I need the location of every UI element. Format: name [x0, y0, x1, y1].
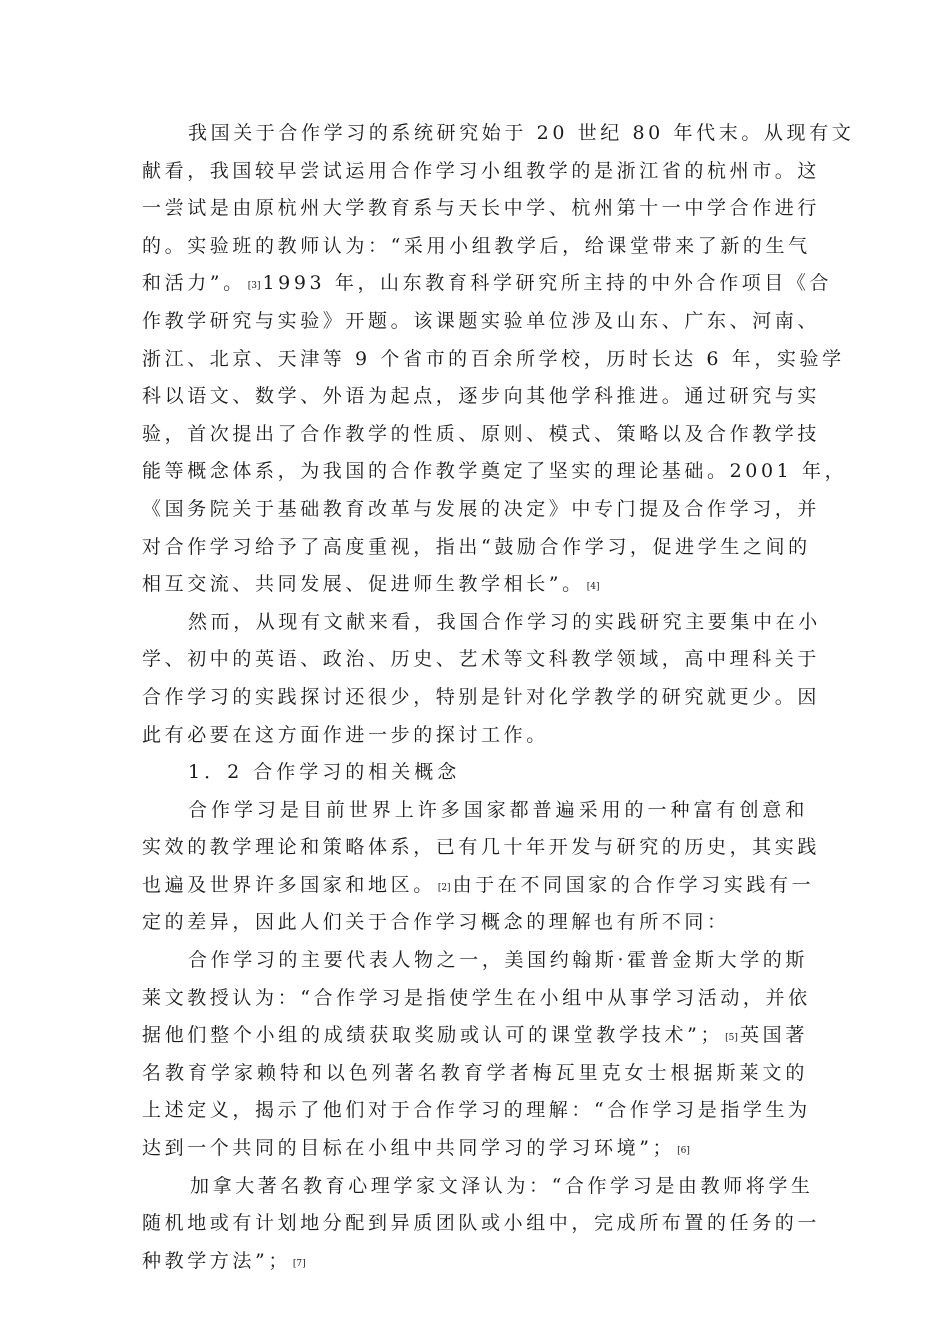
line-text: 的。实验班的教师认为：“采用小组教学后，给课堂带来了新的生气: [142, 234, 811, 257]
line-text: 名教育学家赖特和以色列著名教育学者梅瓦里克女士根据斯莱文的: [142, 1061, 808, 1084]
line-text: 和活力”。: [142, 272, 246, 295]
text-line: [142, 754, 808, 792]
text-line: [142, 416, 821, 454]
line-text: 达到一个共同的目标在小组中共同学习的学习环境”；: [142, 1137, 676, 1160]
text-line: [142, 1017, 808, 1055]
line-text-continued: 由于在不同国家的合作学习实践有一: [452, 873, 815, 896]
line-text: 《国务院关于基础教育改革与发展的决定》中专门提及合作学习，并: [142, 497, 821, 520]
paragraph: [142, 115, 855, 604]
text-line: [142, 641, 821, 679]
line-text: 学、初中的英语、政治、历史、艺术等文科教学领域，高中理科关于: [142, 648, 821, 671]
text-line: [142, 341, 845, 379]
line-text: 1．2 合作学习的相关概念: [188, 761, 461, 784]
text-line: [142, 265, 833, 303]
line-text: 此有必要在这方面作进一步的探讨工作。: [142, 723, 549, 746]
line-text: 一尝试是由原杭州大学教育系与天长中学、杭州第十一中学合作进行: [142, 197, 821, 220]
paragraph: [142, 604, 821, 754]
line-text: 作教学研究与实验》开题。该课题实验单位涉及山东、广东、河南、: [142, 309, 821, 332]
text-line: [142, 1205, 821, 1243]
line-text: 验，首次提出了合作教学的性质、原则、模式、策略以及合作教学技: [142, 422, 821, 445]
text-line: [142, 829, 821, 867]
text-line: [142, 717, 808, 755]
text-line: [142, 1092, 811, 1130]
text-line: [142, 453, 848, 491]
text-line: [142, 1168, 814, 1206]
line-text: 实效的教学理论和策略体系，已有几十年开发与研究的历史，其实践: [142, 836, 821, 859]
text-line: [142, 867, 815, 905]
line-text: 加拿大著名教育心理学家文泽认为：“合作学习是由教师将学生: [190, 1174, 814, 1197]
citation-marker: [2]: [437, 882, 451, 893]
text-line: [142, 1243, 808, 1281]
citation-marker: [3]: [247, 281, 261, 292]
line-text-continued: 1993 年，山东教育科学研究所主持的中外合作项目《合: [262, 272, 833, 295]
text-line: [142, 942, 808, 980]
line-text: 随机地或有计划地分配到异质团队或小组中，完成所布置的任务的一: [142, 1212, 821, 1235]
line-text: 合作学习的实践探讨还很少，特别是针对化学教学的研究就更少。因: [142, 685, 821, 708]
citation-marker: [5]: [725, 1033, 738, 1044]
text-line: [142, 491, 821, 529]
line-text: 相互交流、共同发展、促进师生教学相长”。: [142, 573, 585, 596]
citation-marker: [6]: [677, 1146, 690, 1157]
text-line: [142, 604, 821, 642]
paragraph: [142, 942, 811, 1168]
line-text: 据他们整个小组的成绩获取奖励或认可的课堂教学技术”；: [142, 1024, 724, 1047]
line-text-continued: 英国著: [739, 1024, 808, 1047]
line-text: 也遍及世界许多国家和地区。: [142, 873, 436, 896]
text-line: [142, 115, 855, 153]
line-text: 然而，从现有文献来看，我国合作学习的实践研究主要集中在小: [188, 610, 821, 633]
line-text: 能等概念体系，为我国的合作教学奠定了坚实的理论基础。2001 年，: [142, 460, 848, 483]
text-line: [142, 980, 811, 1018]
line-text: 定的差异，因此人们关于合作学习概念的理解也有所不同：: [142, 911, 730, 934]
text-line: [142, 679, 821, 717]
text-line: [142, 1055, 808, 1093]
text-line: [142, 378, 821, 416]
line-text: 对合作学习给予了高度重视，指出“鼓励合作学习，促进学生之间的: [142, 535, 811, 558]
line-text: 莱文教授认为：“合作学习是指使学生在小组中从事学习活动，并依: [142, 986, 811, 1009]
citation-marker: [4]: [586, 582, 600, 593]
text-line: [142, 792, 808, 830]
text-line: [142, 566, 808, 604]
line-text: 浙江、北京、天津等 9 个省市的百余所学校，历时长达 6 年，实验学: [142, 347, 845, 370]
line-text: 上述定义，揭示了他们对于合作学习的理解：“合作学习是指学生为: [142, 1099, 811, 1122]
line-text: 合作学习的主要代表人物之一，美国约翰斯·霍普金斯大学的斯: [188, 949, 808, 972]
text-line: [142, 904, 808, 942]
line-text: 种教学方法”；: [142, 1249, 291, 1272]
text-line: [142, 153, 821, 191]
text-line: [142, 303, 821, 341]
section-heading: [142, 754, 808, 792]
text-line: [142, 529, 811, 567]
line-text: 我国关于合作学习的系统研究始于 20 世纪 80 年代末。从现有文: [188, 122, 855, 144]
text-line: [142, 190, 821, 228]
document-body: [142, 115, 855, 1280]
citation-marker: [7]: [292, 1258, 306, 1269]
line-text: 合作学习是目前世界上许多国家都普遍采用的一种富有创意和: [188, 798, 808, 821]
paragraph: [142, 792, 821, 942]
paragraph: [142, 1168, 821, 1281]
line-text: 科以语文、数学、外语为起点，逐步向其他学科推进。通过研究与实: [142, 385, 821, 408]
text-line: [142, 1130, 808, 1168]
text-line: [142, 228, 811, 266]
line-text: 献看，我国较早尝试运用合作学习小组教学的是浙江省的杭州市。这: [142, 159, 821, 182]
